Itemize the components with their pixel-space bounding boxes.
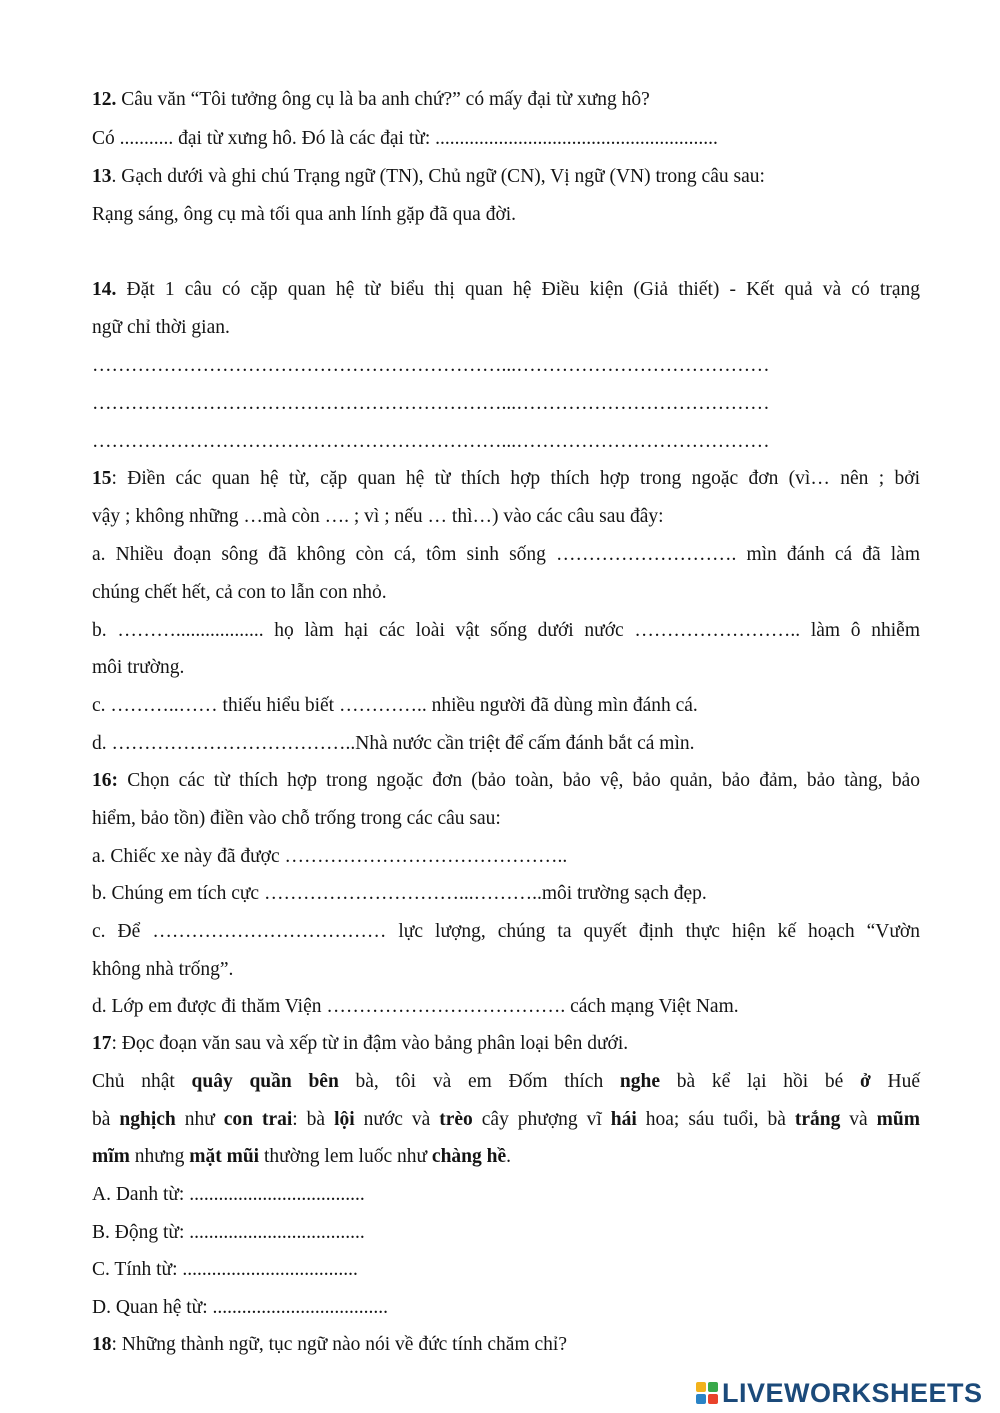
q17-question: 17: Đọc đoạn văn sau và xếp từ in đậm vào bảng phân loại bên dưới. <box>92 1033 629 1054</box>
q15-item-c: c. ………..…… thiếu hiểu biết ………….. nhiều người đã dùng mìn đánh cá. <box>92 695 698 716</box>
q16-item-c-line1: c. Để ……………………………… lực lượng, chúng ta quyết định thực hiện kế hoạch “Vườn <box>92 921 920 942</box>
q14-question-line1: 14. Đặt 1 câu có cặp quan hệ từ biểu thị quan hệ Điều kiện (Giả thiết) - Kết quả và có trạng <box>92 279 920 300</box>
q13-sentence: Rạng sáng, ông cụ mà tối qua anh lính gặp đã qua đời. <box>92 204 517 225</box>
q16-item-c-line2: không nhà trống”. <box>92 959 234 980</box>
q16-question-line1: 16: Chọn các từ thích hợp trong ngoặc đơn (bảo toàn, bảo vệ, bảo quản, bảo đảm, bảo tàng, bảo <box>92 770 920 791</box>
q16-question-line2: hiểm, bảo tồn) điền vào chỗ trống trong các câu sau: <box>92 808 501 829</box>
q14-blank-line-1: ………………………………………………………...………………………………… <box>92 355 770 376</box>
q15-question-line2: vậy ; không những …mà còn …. ; vì ; nếu … thì…) vào các câu sau đây: <box>92 506 664 527</box>
q16-item-d: d. Lớp em được đi thăm Viện ………………………………. cách mạng Việt Nam. <box>92 996 739 1017</box>
q17-category-nouns: A. Danh từ: .................................... <box>92 1184 365 1205</box>
liveworksheets-logo-text: LIVEWORKSHEETS <box>722 1377 983 1408</box>
q15-item-d: d. ………………………………..Nhà nước cần triệt để cấm đánh bắt cá mìn. <box>92 733 695 754</box>
liveworksheets-logo-icon <box>696 1382 718 1404</box>
q14-blank-line-3: ………………………………………………………...………………………………… <box>92 431 770 452</box>
q17-category-verbs: B. Động từ: .................................... <box>92 1222 365 1243</box>
q14-question-line2: ngữ chỉ thời gian. <box>92 317 230 338</box>
q12-answer-line: Có ........... đại từ xưng hô. Đó là các đại từ: .......................................................... <box>92 128 718 149</box>
q13-question: 13. Gạch dưới và ghi chú Trạng ngữ (TN), Chủ ngữ (CN), Vị ngữ (VN) trong câu sau: <box>92 166 765 187</box>
q17-category-adjectives: C. Tính từ: .................................... <box>92 1259 358 1280</box>
q17-category-relation-words: D. Quan hệ từ: .................................... <box>92 1297 389 1318</box>
q17-passage-line2: bà nghịch như con trai: bà lội nước và trèo cây phượng vĩ hái hoa; sáu tuổi, bà trắng và mũm <box>92 1109 921 1130</box>
q16-item-a: a. Chiếc xe này đã được …………………………………….. <box>92 846 568 867</box>
q12-question: 12. Câu văn “Tôi tưởng ông cụ là ba anh chứ?” có mấy đại từ xưng hô? <box>92 89 650 110</box>
q15-item-a-line1: a. Nhiều đoạn sông đã không còn cá, tôm sinh sống ………………………. mìn đánh cá đã làm <box>92 544 920 565</box>
q15-question-line1: 15: Điền các quan hệ từ, cặp quan hệ từ thích hợp thích hợp trong ngoặc đơn (vì… nên ; bởi <box>92 468 920 489</box>
q17-passage-line1: Chủ nhật quây quần bên bà, tôi và em Đốm thích nghe bà kể lại hồi bé ở Huế <box>92 1071 920 1092</box>
q15-item-a-line2: chúng chết hết, cả con to lẫn con nhỏ. <box>92 582 387 603</box>
q17-passage-line3: mĩm nhưng mặt mũi thường lem luốc như chàng hề. <box>92 1146 512 1167</box>
q18-question: 18: Những thành ngữ, tục ngữ nào nói về đức tính chăm chỉ? <box>92 1334 567 1355</box>
q16-item-b: b. Chúng em tích cực …………………………...………..môi trường sạch đẹp. <box>92 883 707 904</box>
liveworksheets-logo[interactable] <box>696 1378 983 1408</box>
q15-item-b-line1: b. ……….................. họ làm hại các loài vật sống dưới nước …………………….. làm ô nhiễm <box>92 620 920 641</box>
q15-item-b-line2: môi trường. <box>92 657 185 678</box>
q14-blank-line-2: ………………………………………………………...………………………………… <box>92 393 770 414</box>
